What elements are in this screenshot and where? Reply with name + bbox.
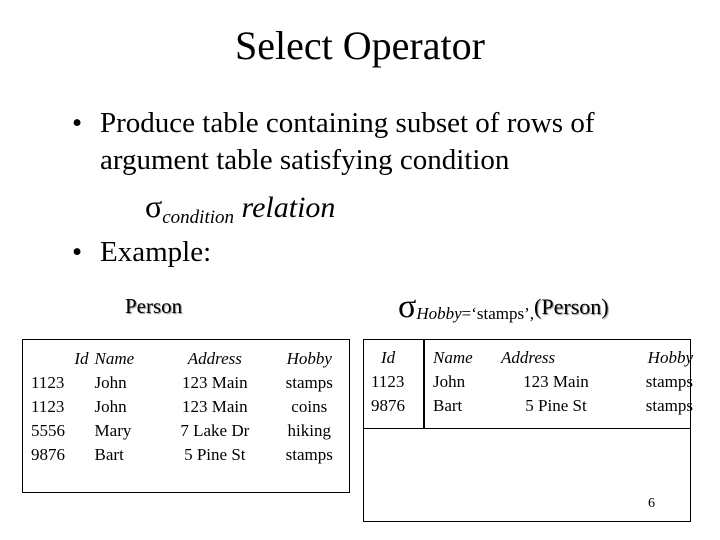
cell-hobby: hiking [287, 421, 331, 440]
bullet-2-text-1: Example: [100, 236, 212, 268]
column-header-id: Id [74, 349, 89, 368]
column-header-hobby: Hobby [286, 349, 332, 368]
cell-address: 5 Pine St [184, 445, 246, 464]
cell-name: John [94, 397, 127, 416]
sigma-symbol: σ [398, 288, 417, 325]
bullet-1-text-2: argument table satisfying condition [100, 144, 510, 176]
column-header-id: Id [381, 348, 396, 367]
column-header-name: Name [94, 349, 135, 368]
formula-condition: condition [162, 207, 235, 228]
selection-caption [398, 288, 609, 326]
slide-title: Select Operator [235, 23, 485, 68]
cell-id: 9876 [371, 396, 405, 415]
table-row [31, 443, 349, 467]
person-table [31, 347, 349, 467]
bullet-2-symbol: • [72, 236, 83, 268]
cell-id: 5556 [31, 421, 65, 440]
bullet-2-line-1 [72, 235, 211, 269]
close-paren: ) [601, 294, 609, 319]
column-header-address: Address [501, 348, 556, 367]
formula-relation: relation [241, 191, 336, 224]
result-panel-frame [363, 339, 691, 522]
person-table-box [22, 339, 350, 493]
condition-attribute: Hobby [416, 304, 462, 323]
open-paren: ( [534, 294, 542, 319]
column-header-hobby: Hobby [647, 348, 693, 367]
bullet-1-text-1: Produce table containing subset of rows of [100, 107, 595, 139]
cell-hobby: stamps [645, 372, 693, 391]
sigma-symbol: σ [145, 188, 163, 224]
selection-argument: Person [541, 294, 602, 319]
cell-address: 123 Main [523, 372, 589, 391]
table-header-row [31, 347, 349, 371]
bullet-1-symbol: • [72, 107, 83, 139]
cell-name: John [94, 373, 127, 392]
cell-name: John [433, 372, 466, 391]
cell-address: 123 Main [181, 373, 248, 392]
condition-value: ‘stamps’ [471, 304, 530, 323]
cell-hobby: stamps [645, 396, 693, 415]
person-caption: Person [125, 294, 183, 318]
cell-hobby: stamps [285, 373, 333, 392]
cell-name: Mary [94, 421, 132, 440]
cell-address: 5 Pine St [525, 396, 587, 415]
table-row [31, 395, 349, 419]
column-header-address: Address [187, 349, 242, 368]
table-row [31, 371, 349, 395]
cell-id: 9876 [31, 445, 65, 464]
cell-name: Bart [433, 396, 463, 415]
cell-name: Bart [94, 445, 124, 464]
cell-address: 7 Lake Dr [180, 421, 250, 440]
table-row [31, 419, 349, 443]
condition-equals: = [461, 304, 472, 323]
cell-address: 123 Main [181, 397, 248, 416]
cell-hobby: coins [291, 397, 328, 416]
page-number: 6 [648, 496, 655, 511]
selection-formula [145, 188, 335, 229]
condition-comma: , [529, 304, 535, 323]
cell-id: 1123 [31, 397, 65, 416]
bullet-1-line-1 [72, 106, 595, 140]
cell-id: 1123 [371, 372, 405, 391]
cell-id: 1123 [31, 373, 65, 392]
column-header-name: Name [433, 348, 473, 367]
cell-hobby: stamps [285, 445, 333, 464]
